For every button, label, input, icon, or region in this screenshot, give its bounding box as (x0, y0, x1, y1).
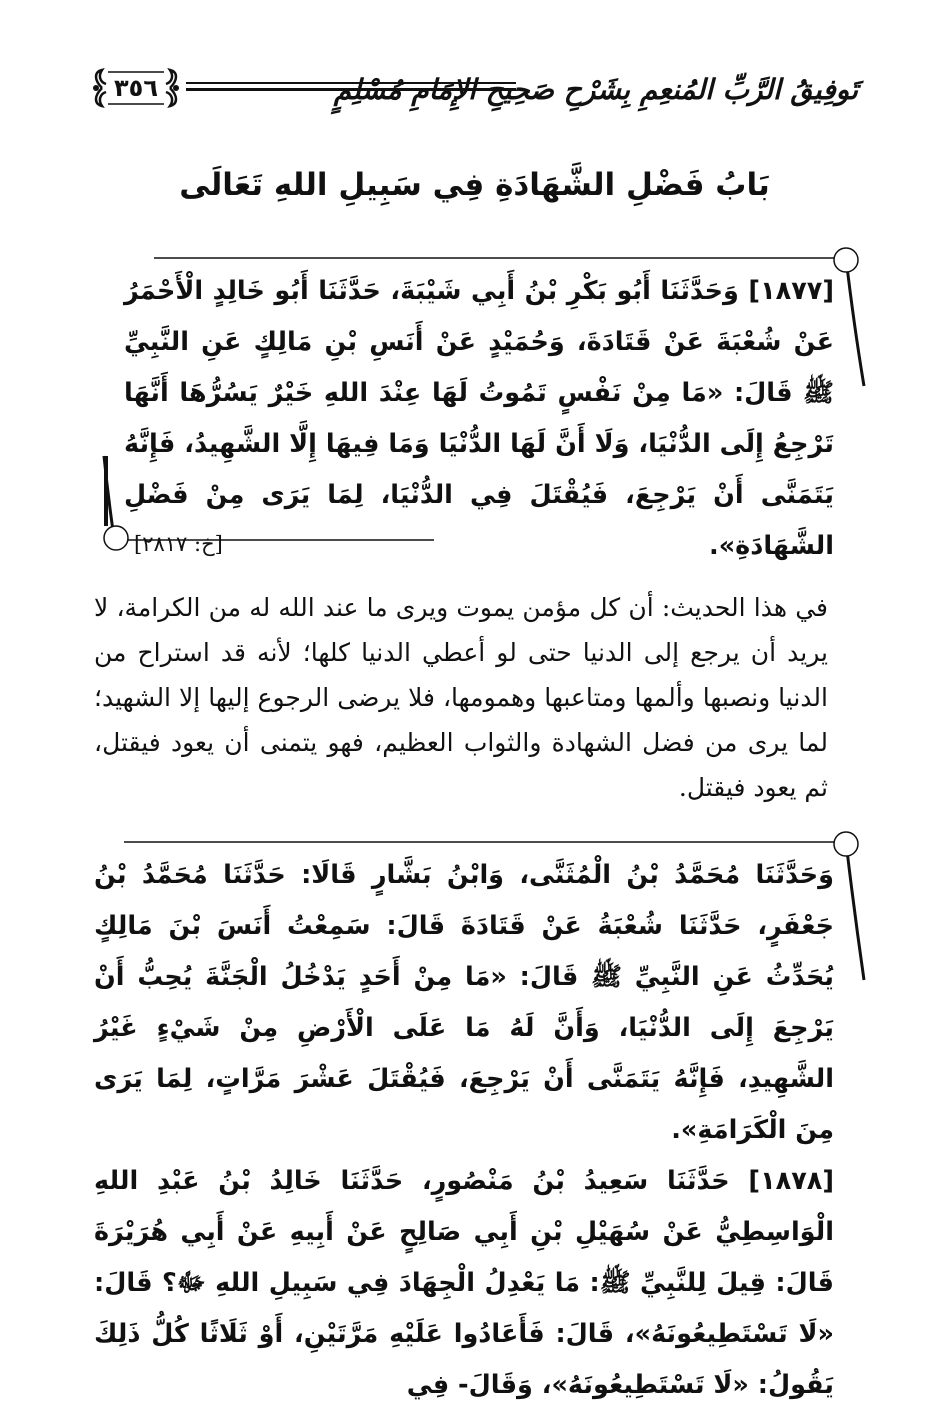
hadith-1-text (124, 266, 834, 572)
hadith-1-paragraph: [١٨٧٧] وَحَدَّثَنَا أَبُو بَكْرِ بْنُ أَبِي شَيْبَةَ، حَدَّثَنَا أَبُو خَالِدٍ الْأَحْمَرُ عَنْ شُعْبَةَ عَنْ قَتَادَةَ، وَحُمَيْدٍ عَنْ أَنَسِ بْنِ مَالِكٍ عَنِ النَّبِيِّ ﷺ قَالَ: «مَا مِنْ نَفْسٍ تَمُوتُ لَهَا عِنْدَ اللهِ خَيْرٌ يَسُرُّهَا أَنَّهَا تَرْجِعُ إِلَى الدُّنْيَا، وَلَا أَنَّ لَهَا الدُّنْيَا وَمَا فِيهَا إِلَّا الشَّهِيدُ، فَإِنَّهُ يَتَمَنَّى أَنْ يَرْجِعَ، فَيُقْتَلَ فِي الدُّنْيَا، لِمَا يَرَى مِنْ فَضْلِ الشَّهَادَةِ». (124, 276, 834, 561)
hadith-2-paragraph-2: [١٨٧٨] حَدَّثَنَا سَعِيدُ بْنُ مَنْصُورٍ، حَدَّثَنَا خَالِدُ بْنُ عَبْدِ اللهِ الْوَاسِطِيُّ عَنْ سُهَيْلِ بْنِ أَبِي صَالِحٍ عَنْ أَبِيهِ عَنْ أَبِي هُرَيْرَةَ قَالَ: قِيلَ لِلنَّبِيِّ ﷺ: مَا يَعْدِلُ الْجِهَادَ فِي سَبِيلِ اللهِ ﷻ؟ قَالَ: «لَا تَسْتَطِيعُونَهُ»، قَالَ: فَأَعَادُوا عَلَيْهِ مَرَّتَيْنِ، أَوْ ثَلَاثًا كُلُّ ذَلِكَ يَقُولُ: «لَا تَسْتَطِيعُونَهُ»، وَقَالَ- فِي (94, 1166, 834, 1400)
running-title: تَوفِيقُ الرَّبِّ المُنعِمِ بِشَرْحِ صَحِيحِ الإِمَامِ مُسْلِمٍ (333, 73, 858, 106)
page-number-frame (88, 66, 184, 110)
commentary (94, 585, 828, 810)
page-number: ٣٥٦ (114, 74, 158, 102)
running-header (88, 64, 858, 116)
takhrij-reference: [خ: ٢٨١٧] (134, 532, 223, 556)
chapter-title: بَابُ فَضْلِ الشَّهَادَةِ فِي سَبِيلِ اللهِ تَعَالَى (179, 167, 770, 203)
hadith-box-1 (94, 246, 868, 564)
commentary-paragraph: في هذا الحديث: أن كل مؤمن يموت ويرى ما عند الله له من الكرامة، لا يريد أن يرجع إلى الدنيا حتى لو أعطي الدنيا كلها؛ لأنه قد استراح من الدنيا ونصبها وألمها ومتاعبها وهمومها، فلا يرضى الرجوع إليها إلا الشهيد؛ لما يرى من فضل الشهادة والثواب العظيم، فهو يتمنى أن يعود فيقتل، ثم يعود فيقتل. (94, 593, 828, 802)
hadith-box-2 (94, 830, 868, 1400)
header-rule (186, 82, 516, 92)
hadith-2-text (94, 850, 834, 1411)
hadith-2-paragraph-1: وَحَدَّثَنَا مُحَمَّدُ بْنُ الْمُثَنَّى، وَابْنُ بَشَّارٍ قَالَا: حَدَّثَنَا مُحَمَّدُ بْنُ جَعْفَرٍ، حَدَّثَنَا شُعْبَةُ عَنْ قَتَادَةَ قَالَ: سَمِعْتُ أَنَسَ بْنَ مَالِكٍ يُحَدِّثُ عَنِ النَّبِيِّ ﷺ قَالَ: «مَا مِنْ أَحَدٍ يَدْخُلُ الْجَنَّةَ يُحِبُّ أَنْ يَرْجِعَ إِلَى الدُّنْيَا، وَأَنَّ لَهُ مَا عَلَى الْأَرْضِ مِنْ شَيْءٍ غَيْرُ الشَّهِيدِ، فَإِنَّهُ يَتَمَنَّى أَنْ يَرْجِعَ، فَيُقْتَلَ عَشْرَ مَرَّاتٍ، لِمَا يَرَى مِنَ الْكَرَامَةِ». (94, 860, 834, 1145)
